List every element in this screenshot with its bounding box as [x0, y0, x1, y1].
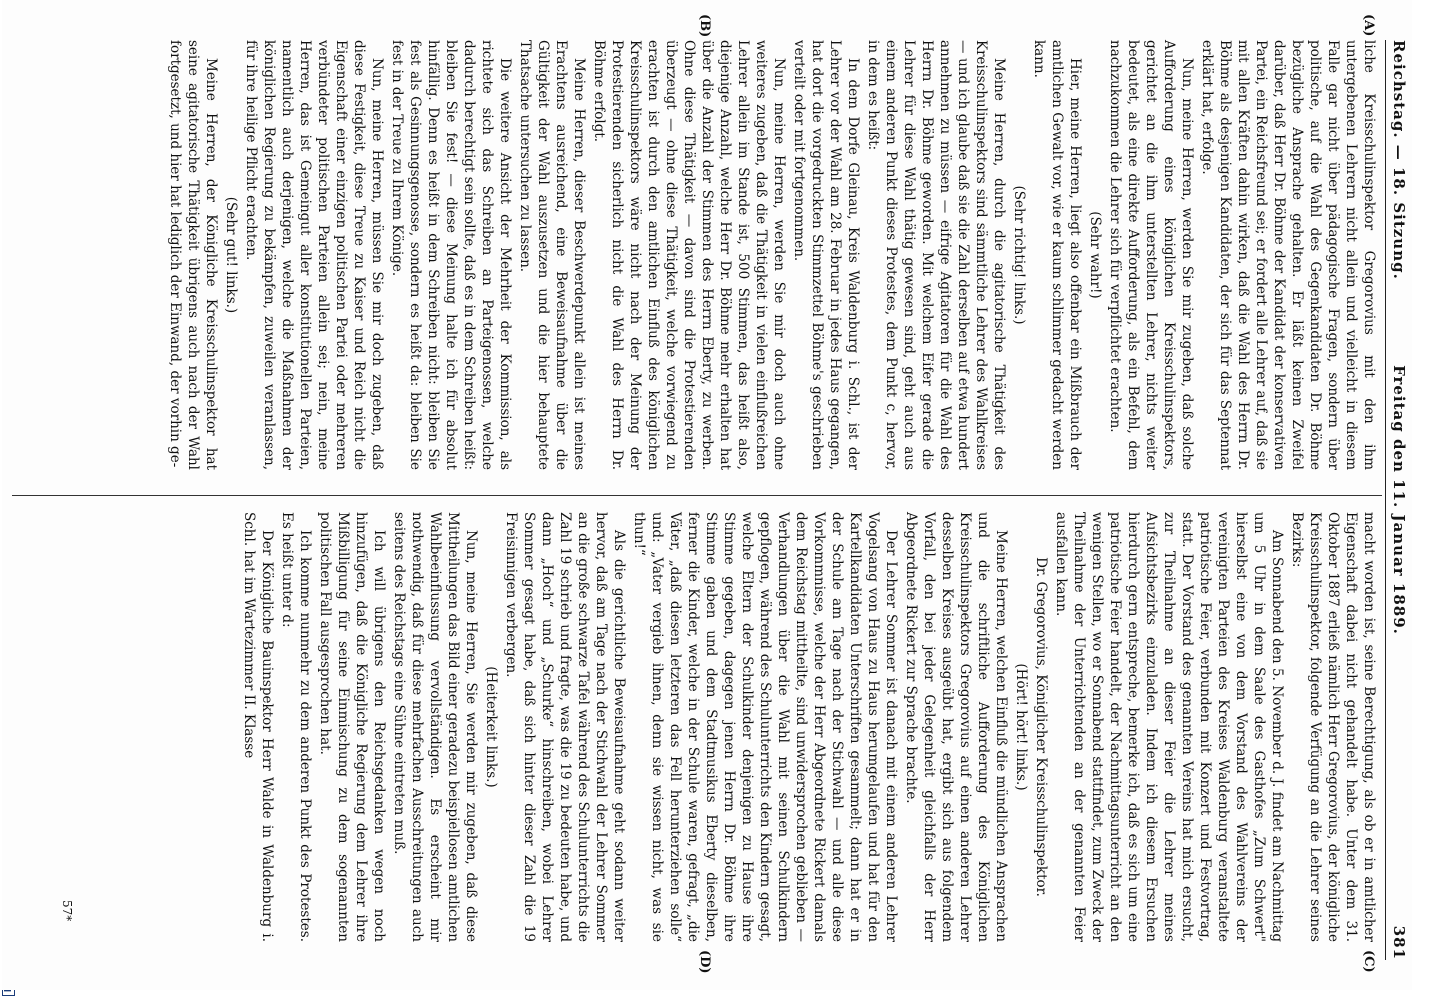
- paragraph: Die weitere Ansicht der Mehrheit der Kommission, als richtete sich das Schreiben an Parteigenossen, welche dadurch berechtigt sein sollte, daß es in dem Schreiben heißt: bleiben Sie fest! — diese Meinung halte ich für absolut hinfällig. Denn es heißt in dem Schreiben nicht: bleiben Sie fest als Gesinnungsgenosse, sondern es heißt da: bleiben Sie fest in der Treue zu Ihrem Könige.: [389, 40, 513, 470]
- paragraph: Als die gerichtliche Beweisaufnahme geht sodann weiter hervor, daß am Tage nach der Stichwahl der Lehrer Sommer an die große schwarze Tafel während des Schulunterrichts die Zahl 19 schrieb und fragte, was die 19 zu bedeuten habe, und dann „Hoch“ und „Schurke“ hinschreiben, wobei Lehrer Sommer gesagt habe, daß sich hinter dieser Zahl die 19 Freisinnigen verbergen.: [503, 512, 627, 942]
- signature: Dr. Gregorovius, Königlicher Kreisschulinspektor.: [1033, 557, 1049, 897]
- margin-mark-a: (A): [1361, 14, 1376, 37]
- paragraph: Ich will übrigens den Reichsgedanken wegen noch hinzufügen, daß die Königliche Regierung dem Lehrer ihre Mißbilligung für seine Einmischung zu dem sogenannten politischen Fall ausgesprochen hat.: [317, 512, 387, 942]
- paragraph: Meine Herren, welchen Einfluß die mündlichen Ansprachen und die schriftliche Aufforderung des Königlichen Kreisschulinspektors Gregorovius auf einen anderen Lehrer desselben Kreises ausgeübt hat, ergibt sich aus folgendem Vorfall, den bei jeder Gelegenheit gleichfalls der Herr Abgeordnete Rickert zur Sprache brachte.: [903, 512, 1009, 942]
- margin-mark-d: (D): [697, 950, 712, 974]
- page-footer: 57*: [60, 900, 74, 922]
- paragraph: Nun, meine Herren, müssen Sie mir doch zugeben, daß diese Festigkeit, diese Treue zu Kaiser und Reich nicht die Eigenschaft einer einzigen politischen Partei oder mehreren verbündeter politischen Parteien allein sei; nein, meine Herren, das ist Gemeingut aller konstitutionellen Parteien, namentlich auch derjenigen, welche die Maßnahmen der königlichen Regierung zu bekämpfen, zuweilen veranlassen, für ihre heilige Pflicht erachten.: [243, 40, 385, 470]
- interjection: (Sehr richtig! links.): [1011, 185, 1027, 325]
- page-header: [1385, 40, 1408, 960]
- interjection: (Hört! hört! links.): [1013, 663, 1029, 791]
- paragraph: Nun, meine Herren, werden Sie mir zugeben, daß solche Aufforderung eines königlichen Kreisschulinspektors, gerichtet an die ihm unterstellten Lehrer, nichts weiter bedeutet, als eine direkte Aufforderung, als ein Befehl, dem nachzukommen die Lehrer sich für verpflichtet erachten.: [1107, 40, 1195, 470]
- paragraph: Nun, meine Herren, werden Sie mir doch auch ohne weiteres zugeben, daß die Thätigkeit in vielen einflußreichen Lehrer allein im Stande ist, 500 Stimmen, das heißt also, diejenige Anzahl, welche Herr Dr. Böhme mehr erhalten hat über die Anzahl der Stimmen des Herrn Eberty, zu werben. Ohne diese Thätigkeit — davon sind die Protestierenden überzeugt — ohne diese Thätigkeit, welche vorwiegend zu erachten ist durch den amtlichen Einfluß des königlichen Kreisschulinspektors wäre nicht nach der Meinung der Protestierenden sicherlich nicht die Wahl des Herrn Dr. Böhme erfolgt.: [591, 40, 787, 470]
- interjection: (Sehr wahr!): [1087, 211, 1103, 299]
- paragraph: Meine Herren, der Königliche Kreisschulinspektor hat seine agitatorische Thätigkeit übrigens auch nach der Wahl fortgesetzt, und hier hat lediglich der Einwand, der vorhin ge-: [167, 40, 219, 470]
- paragraph: Hier, meine Herren, liegt also offenbar ein Mißbrauch der amtlichen Gewalt vor, wie er kaum schlimmer gedacht werden kann.: [1031, 40, 1083, 470]
- header-page-number: 381: [1390, 925, 1408, 960]
- column-divider: [12, 495, 1382, 496]
- paragraph: Nun, meine Herren, Sie werden mir zugeben, daß diese Mittheilungen das Bild einer geradezu beispiellosen amtlichen Wahlbeeinflussung vervollständigen. Es erscheint mir nothwendig, daß für diese mehrfachen Ausschreitungen auch seitens des Reichstags eine Sühne eintreten muß.: [391, 512, 479, 942]
- paragraph: Meine Herren, durch die agitatorische Thätigkeit des Kreisschulinspektors sind sämmtliche Lehrer des Wahlkreises — und ich glaube daß sie die Zahl derselben auf etwa hundert annehmen zu müssen — eifrige Agitatoren für die Wahl des Herrn Dr. Böhme geworden. Mit welchem Eifer gerade die Lehrer für diese Wahl thätig gewesen sind, geht auch aus einem anderen Punkt dieses Protestes, dem Punkt c, hervor, in dem es heißt:: [865, 40, 1007, 470]
- interjection: (Sehr gut! links.): [223, 196, 239, 314]
- margin-mark-c: (C): [1361, 950, 1376, 973]
- paragraph: macht worden ist, seine Berechtigung, als ob er in amtlicher Eigenschaft dabei nicht gehandelt habe. Unter dem 31. Oktober 1887 erließ nämlich Herr Gregorovius, der königliche Kreisschulinspektor, folgende Verfügung an die Lehrer seines Bezirks:: [1289, 512, 1377, 942]
- quoted-paragraph: In dem Dorfe Gleinau, Kreis Waldenburg i. Schl., ist der Lehrer vor der Wahl am 28. Februar in jedes Haus gegangen, hat dort die vorgedruckten Stimmzettel Böhme's geschrieben verteilt oder mit fortgenommen.: [791, 40, 861, 470]
- paragraph: Der Lehrer Sommer ist danach mit einem anderen Lehrer Vogelsang von Haus zu Haus herumgelaufen und hat für den Kartellkandidaten Unterschriften gesammelt; dann hat er in der Schule am Tage nach der Stichwahl — und alle diese Vorkommnisse, welche der Herr Abgeordnete Rickert damals dem Reichstag mittheilte, sind unwidersprochen geblieben — Verhandlungen über die Wahl mit seinen Schulkindern gepflogen, während des Schulunterrichts den Kindern gesagt, welche Eltern der Schulkinder denjenigen zu Hause ihre Stimme gegeben, dagegen jenen Herrn Dr. Böhme ihre Stimme gaben und dem Stadtmusikus Eberty dieselben, ferner die Kinder, welche in der Schule waren, gefragt, „die Väter, „daß diesen letzteren das Fell herunterziehen solle“ und: „Vater vergieb ihnen, denn sie wissen nicht, was sie thun!“: [631, 512, 899, 942]
- header-date: Freitag den 11. Januar 1889.: [1390, 365, 1408, 635]
- interjection: (Heiterkeit links.): [483, 666, 499, 788]
- paragraph: liche Kreisschulinspektor Gregorovius mit den ihm untergebenen Lehrern nicht allein und vielleicht in diesem Falle gar nicht über pädagogische Fragen, sondern über politische, auf die Wahl des Gegenkandidaten Dr. Böhme bezügliche Ansprache gehalten. Er läßt keinen Zweifel darüber, daß Herr Dr. Böhme der Kandidat der konservativen Partei, ein Reichsfreund sei; er fordert alle Lehrer auf, daß sie mit allen Kräften dahin wirken, daß die Wahl des Herrn Dr. Böhme als desjenigen Kandidaten, der sich für das Septennat erklärt hat, erfolge.: [1199, 40, 1377, 470]
- paragraph: Ich komme nunmehr zu dem anderen Punkt des Protestes. Es heißt unter d:: [279, 512, 313, 942]
- quoted-paragraph: Am Sonnabend den 5. November d. J. findet am Nachmittag um 5 Uhr in dem Saale des Gasthofes „Zum Schwert" hierselbst eine von dem Vorstand des Wahlvereins der vereinigten Parteien des Kreises Waldenburg veranstaltete patriotische Feier, verbunden mit Konzert und Festvortrag, statt. Der Vorstand des genannten Vereins hat mich ersucht, zur Theilnahme an dieser Feier die Lehrer meines Aufsichtsbezirks einzuladen. Indem ich diesem Ersuchen hierdurch gern entspreche, bemerke ich, daß es sich um eine patriotische Feier handelt, der Nachmittagsunterricht an den wenigen Stellen, wo er Sonnabend stattfindet, zum Zweck der Theilnahme der Unterrichtenden an der genannten Feier ausfallen kann.: [1053, 512, 1285, 942]
- margin-mark-b: (B): [697, 14, 712, 38]
- document-page: [2, 0, 1412, 990]
- header-session: Reichstag. — 18. Sitzung.: [1390, 40, 1408, 280]
- paragraph: Meine Herren, dieser Beschwerdepunkt allein ist meines Erachtens ausreichend, eine Beweisaufnahme über die Gültigkeit der Wahl auszusetzen und die hier behauptete Thatsache untersuchen zu lassen.: [517, 40, 587, 470]
- right-column: [238, 512, 1378, 942]
- quoted-paragraph: Der Königliche Bauinspektor Herr Walde in Waldenburg i. Schl. hat im Wartezimmer II. Klasse: [241, 512, 275, 942]
- left-column: [164, 40, 1378, 470]
